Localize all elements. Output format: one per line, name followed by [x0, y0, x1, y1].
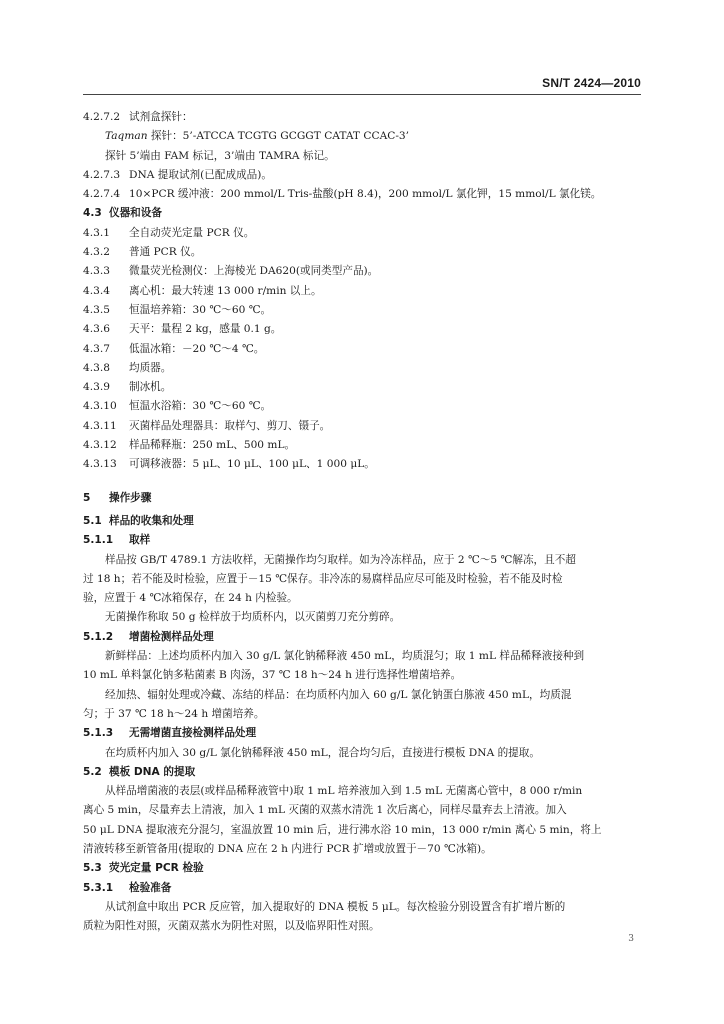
probe-label: 探针 5’端由 FAM 标记，3’端由 TAMRA 标记。 [105, 149, 335, 162]
clause-4-3-6: 4.3.6 天平：量程 2 kg，感量 0.1 g。 [83, 323, 282, 336]
para-5-1-1-line1: 样品按 GB/T 4789.1 方法收样，无菌操作均匀取样。如为冷冻样品，应于 2 ℃～5 ℃解冻，且不超 [105, 553, 576, 566]
header-rule [83, 94, 641, 95]
section-5-2: 5.2 模板 DNA 的提取 [83, 765, 196, 778]
clause-4-3-12: 4.3.12 样品稀释瓶：250 mL、500 mL。 [83, 439, 296, 452]
clause-4-3-4: 4.3.4 离心机：最大转速 13 000 r/min 以上。 [83, 284, 322, 297]
clause-4-2-7-2: 4.2.7.2 试剂盒探针： [83, 111, 193, 123]
clause-4-3-7: 4.3.7 低温冰箱：－20 ℃～4 ℃。 [83, 342, 265, 355]
para-5-3-1-line2: 质粒为阳性对照，灭菌双蒸水为阴性对照，以及临界阳性对照。 [83, 920, 380, 933]
para-5-1-3: 在均质杯内加入 30 g/L 氯化钠稀释液 450 mL，混合均匀后，直接进行模板 DNA 的提取。 [105, 746, 540, 759]
clause-4-3-11: 4.3.11 灭菌样品处理器具：取样勺、剪刀、镊子。 [83, 419, 331, 432]
para-5-2-line4: 清液转移至新管备用(提取的 DNA 应在 2 h 内进行 PCR 扩增或放置于－70 ℃冰箱)。 [83, 842, 492, 855]
section-5-3: 5.3 荧光定量 PCR 检验 [83, 862, 204, 875]
clause-4-2-7-3: 4.2.7.3 DNA 提取试剂(已配成成品)。 [83, 168, 272, 181]
section-5-1-3: 5.1.3 无需增菌直接检测样品处理 [83, 727, 257, 740]
section-5-1-2: 5.1.2 增菌检测样品处理 [83, 630, 214, 643]
clause-4-3-9: 4.3.9 制冰机。 [83, 381, 172, 394]
para-5-1-1-line2: 过 18 h；若不能及时检验，应置于－15 ℃保存。非冷冻的易腐样品应尽可能及时检验，若不能及时检 [83, 572, 563, 585]
clause-4-3-3: 4.3.3 微量荧光检测仪：上海棱光 DA620(或同类型产品)。 [83, 265, 379, 278]
section-5-1-1: 5.1.1 取样 [83, 534, 151, 547]
clause-4-2-7-4: 4.2.7.4 10×PCR 缓冲液：200 mmol/L Tris-盐酸(pH 8.4)，200 mmol/L 氯化钾，15 mmol/L 氯化镁。 [83, 188, 602, 201]
para-5-1-2-line4: 匀；于 37 ℃ 18 h～24 h 增菌培养。 [83, 707, 265, 720]
para-5-2-line3: 50 μL DNA 提取液充分混匀，室温放置 10 min 后，进行沸水浴 10 min，13 000 r/min 离心 5 min，将上 [83, 823, 602, 836]
para-5-1-2-line2: 10 mL 单料氯化钠多粘菌素 B 肉汤，37 ℃ 18 h～24 h 进行选择性增菌培养。 [83, 669, 462, 682]
para-5-2-line1: 从样品增菌液的表层(或样品稀释液管中)取 1 mL 培养液加入到 1.5 mL 无菌离心管中，8 000 r/min [105, 785, 583, 798]
probe-sequence: Taqman 探针：5’-ATCCA TCGTG GCGGT CATAT CCAC-3’ [105, 130, 410, 143]
section-4-3: 4.3 仪器和设备 [83, 207, 162, 220]
para-5-1-1-line4: 无菌操作称取 50 g 检样放于均质杯内，以灭菌剪刀充分剪碎。 [105, 611, 401, 624]
clause-4-3-1: 4.3.1 全自动荧光定量 PCR 仪。 [83, 226, 255, 239]
para-5-1-2-line3: 经加热、辐射处理或冷藏、冻结的样品：在均质杯内加入 60 g/L 氯化钠蛋白胨液 450 mL，均质混 [105, 688, 572, 701]
clause-4-3-10: 4.3.10 恒温水浴箱：30 ℃～60 ℃。 [83, 400, 272, 413]
section-5-3-1: 5.3.1 检验准备 [83, 881, 172, 894]
clause-4-3-2: 4.3.2 普通 PCR 仪。 [83, 246, 202, 259]
section-5: 5 操作步骤 [83, 491, 152, 504]
para-5-1-1-line3: 验，应置于 4 ℃冰箱保存，在 24 h 内检验。 [83, 592, 298, 605]
para-5-1-2-line1: 新鲜样品：上述均质杯内加入 30 g/L 氯化钠稀释液 450 mL，均质混匀；取 1 mL 样品稀释液接种到 [105, 650, 585, 663]
document-body [83, 108, 641, 936]
standard-code: SN/T 2424—2010 [542, 76, 641, 90]
para-5-3-1-line1: 从试剂盒中取出 PCR 反应管，加入提取好的 DNA 模板 5 μL。每次检验分别设置含有扩增片断的 [105, 900, 566, 913]
section-5-1: 5.1 样品的收集和处理 [83, 514, 194, 527]
clause-4-3-5: 4.3.5 恒温培养箱：30 ℃～60 ℃。 [83, 303, 272, 316]
para-5-2-line2: 离心 5 min，尽量弃去上清液，加入 1 mL 灭菌的双蒸水清洗 1 次后离心，同样尽量弃去上清液。加入 [83, 804, 567, 817]
clause-4-3-8: 4.3.8 均质器。 [83, 361, 172, 374]
page-number: 3 [628, 934, 634, 944]
clause-4-3-13: 4.3.13 可调移液器：5 μL、10 μL、100 μL、1 000 μL。 [83, 458, 375, 471]
